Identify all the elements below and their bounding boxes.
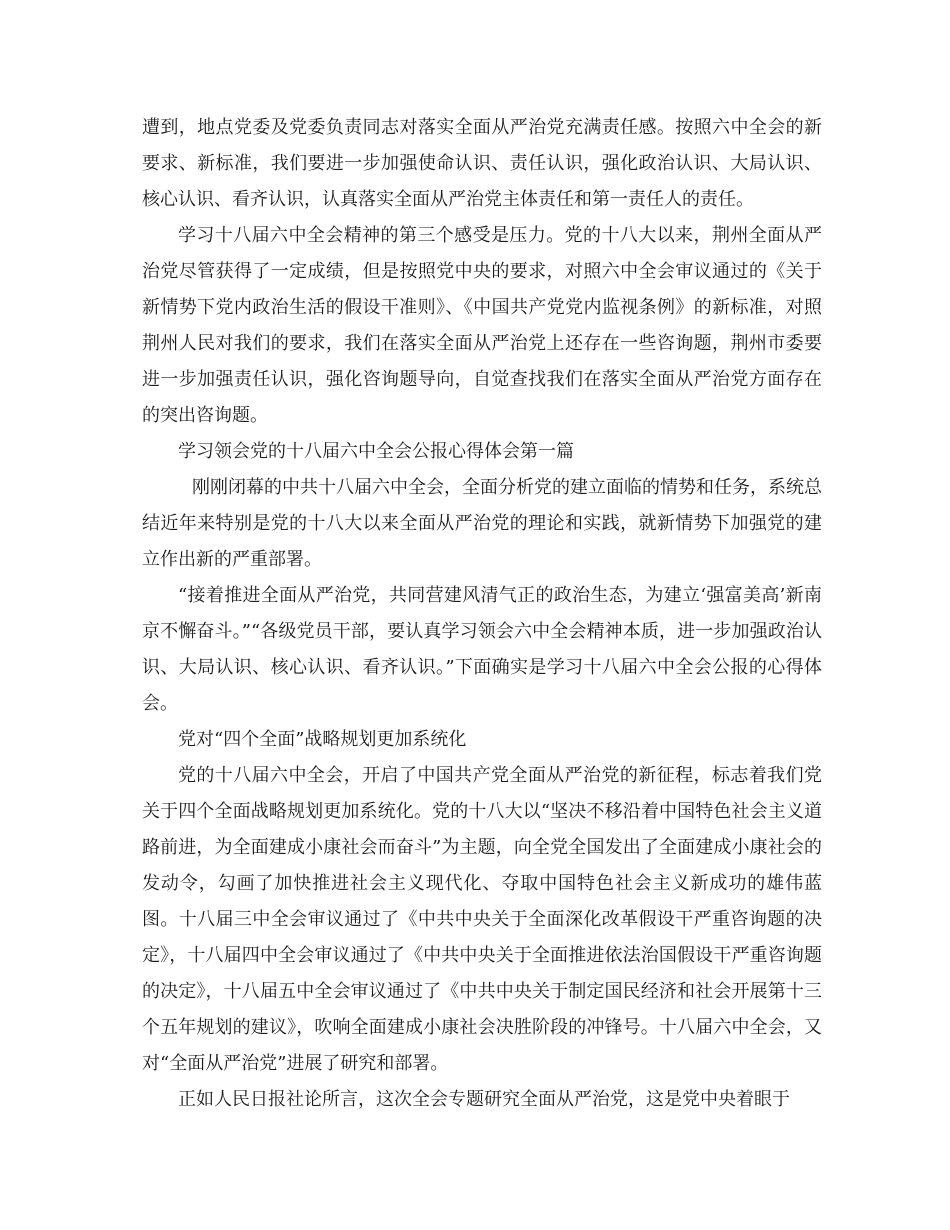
document-body (142, 110, 822, 1118)
section-heading-first-article: 学习领会党的十八届六中全会公报心得体会第一篇 (178, 441, 574, 462)
paragraph-plenum-summary: 刚刚闭幕的中共十八届六中全会，全面分析党的建立面临的情势和任务，系统总结近年来特别是党的十八大以来全面从严治党的理论和实践，就新情势下加强党的建立作出新的严重部署。 (142, 477, 822, 570)
paragraph-quotes: “接着推进全面从严治党，共同营建风清气正的政治生态，为建立‘强富美高’新南京不懈奋斗。”“各级党员干部，要认真学习领会六中全会精神本质，进一步加强政治认识、大局认识、核心认识、看齐认识。”下面确实是学习十八届六中全会公报的心得体会。 (142, 585, 822, 714)
paragraph-continuation: 遭到，地点党委及党委负责同志对落实全面从严治党充满责任感。按照六中全会的新要求、新标准，我们要进一步加强使命认识、责任认识，强化政治认识、大局认识、核心认识、看齐认识，认真落实全面从严治党主体责任和第一责任人的责任。 (142, 117, 822, 210)
section-heading-four-comprehensives: 党对“四个全面”战略规划更加系统化 (178, 729, 467, 750)
paragraph-third-feeling: 学习十八届六中全会精神的第三个感受是压力。党的十八大以来，荆州全面从严治党尽管获得了一定成绩，但是按照党中央的要求，对照六中全会审议通过的《关于新情势下党内政治生活的假设干准则》、《中国共产党党内监视条例》的新标准，对照荆州人民对我们的要求，我们在落实全面从严治党上还存在一些咨询题，荆州市委要进一步加强责任认识，强化咨询题导向，自觉查找我们在落实全面从严治党方面存在的突出咨询题。 (142, 225, 822, 426)
paragraph-strategy: 党的十八届六中全会，开启了中国共产党全面从严治党的新征程，标志着我们党关于四个全面战略规划更加系统化。党的十八大以“坚决不移沿着中国特色社会主义道路前进，为全面建成小康社会而奋斗”为主题，向全党全国发出了全面建成小康社会的发动令，勾画了加快推进社会主义现代化、夺取中国特色社会主义新成功的雄伟蓝图。十八届三中全会审议通过了《中共中央关于全面深化改革假设干严重咨询题的决定》，十八届四中全会审议通过了《中共中央关于全面推进依法治国假设干严重咨询题的决定》，十八届五中全会审议通过了《中共中央关于制定国民经济和社会开展第十三个五年规划的建议》，吹响全面建成小康社会决胜阶段的冲锋号。十八届六中全会，又对“全面从严治党”进展了研究和部署。 (142, 765, 822, 1074)
paragraph-peoples-daily: 正如人民日报社论所言，这次全会专题研究全面从严治党，这是党中央着眼于 (178, 1089, 790, 1110)
